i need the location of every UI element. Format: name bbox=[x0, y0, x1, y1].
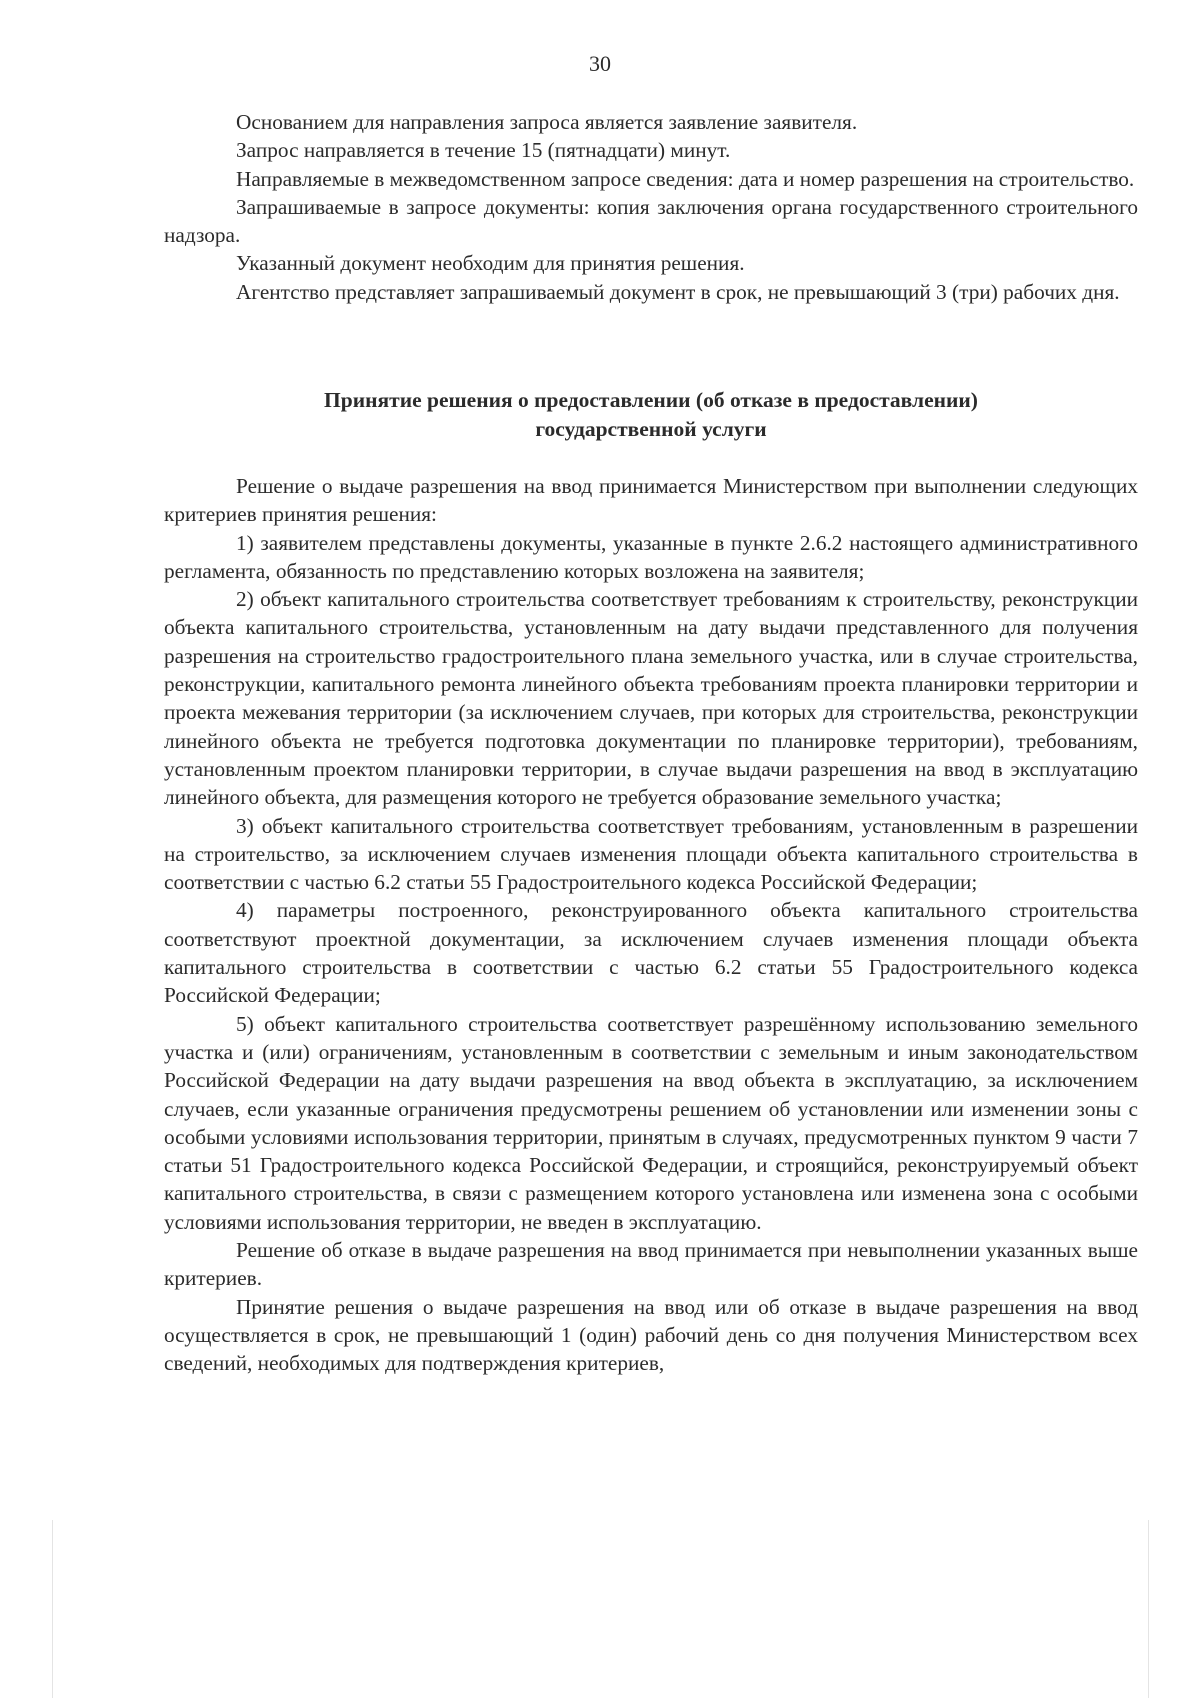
criterion-4: 4) параметры построенного, реконструированного объекта капитального строительства соответствуют проектной документации, за исключением случаев изменения площади объекта капитального строительства в соответствии с частью 6.2 статьи 55 Градостроительного кодекса Российской Федерации; bbox=[164, 898, 1138, 1008]
paragraph: Указанный документ необходим для принятия решения. bbox=[236, 251, 745, 276]
paragraph: Решение об отказе в выдаче разрешения на ввод принимается при невыполнении указанных выше критериев. bbox=[164, 1238, 1138, 1291]
paragraph: Агентство представляет запрашиваемый документ в срок, не превышающий 3 (три) рабочих дня. bbox=[236, 279, 1120, 304]
paragraph: Решение о выдаче разрешения на ввод принимается Министерством при выполнении следующих критериев принятия решения: bbox=[164, 474, 1138, 527]
criterion-2: 2) объект капитального строительства соответствует требованиям к строительству, реконструкции объекта капитального строительства, установленным на дату выдачи представленного для получения разрешения на строительство градостроительного плана земельного участка, или в случае строительства, реконструкции, капитального ремонта линейного объекта требованиям проекта планировки территории и проекта межевания территории (за исключением случаев, при которых для строительства, реконструкции линейного объекта не требуется подготовка документации по планировке территории), требованиям, установленным проектом планировки территории, в случае выдачи разрешения на ввод в эксплуатацию линейного объекта, для размещения которого не требуется образование земельного участка; bbox=[164, 587, 1138, 810]
paragraph: Запрос направляется в течение 15 (пятнадцати) минут. bbox=[236, 138, 731, 163]
criterion-3: 3) объект капитального строительства соответствует требованиям, установленным в разрешении на строительство, за исключением случаев изменения площади объекта капитального строительства в соответствии с частью 6.2 статьи 55 Градостроительного кодекса Российской Федерации; bbox=[164, 813, 1138, 895]
section-heading-line-2: государственной услуги bbox=[535, 416, 767, 441]
paragraph: Направляемые в межведомственном запросе сведения: дата и номер разрешения на строительство. bbox=[236, 166, 1135, 191]
decision-criteria-paragraphs bbox=[164, 472, 1138, 1378]
paragraph: Основанием для направления запроса является заявление заявителя. bbox=[236, 110, 858, 134]
scan-edge-line-right bbox=[1148, 1520, 1149, 1698]
criterion-1: 1) заявителем представлены документы, указанные в пункте 2.6.2 настоящего административного регламента, обязанность по представлению которых возложена на заявителя; bbox=[164, 530, 1138, 583]
page-number: 30 bbox=[589, 51, 611, 76]
section-heading-line-1: Принятие решения о предоставлении (об отказе в предоставлении) bbox=[324, 388, 978, 412]
intro-paragraphs bbox=[164, 108, 1138, 306]
scan-edge-line-left bbox=[52, 1520, 53, 1698]
paragraph: Запрашиваемые в запросе документы: копия заключения органа государственного строительного надзора. bbox=[164, 194, 1138, 248]
paragraph: Принятие решения о выдаче разрешения на ввод или об отказе в выдаче разрешения на ввод осуществляется в срок, не превышающий 1 (один) рабочий день со дня получения Министерством всех сведений, необходимых для подтверждения критериев, bbox=[164, 1294, 1138, 1376]
section-heading bbox=[164, 386, 1138, 443]
criterion-5: 5) объект капитального строительства соответствует разрешённому использованию земельного участка и (или) ограничениям, установленным в соответствии с земельным и иным законодательством Российской Федерации на дату выдачи разрешения на ввод объекта в эксплуатацию, за исключением случаев, если указанные ограничения предусмотрены решением об установлении или изменении зоны с особыми условиями использования территории, принятым в случаях, предусмотренных пунктом 9 части 7 статьи 51 Градостроительного кодекса Российской Федерации, и строящийся, реконструируемый объект капитального строительства, в связи с размещением которого установлена или изменена зона с особыми условиями использования территории, не введен в эксплуатацию. bbox=[164, 1011, 1138, 1234]
